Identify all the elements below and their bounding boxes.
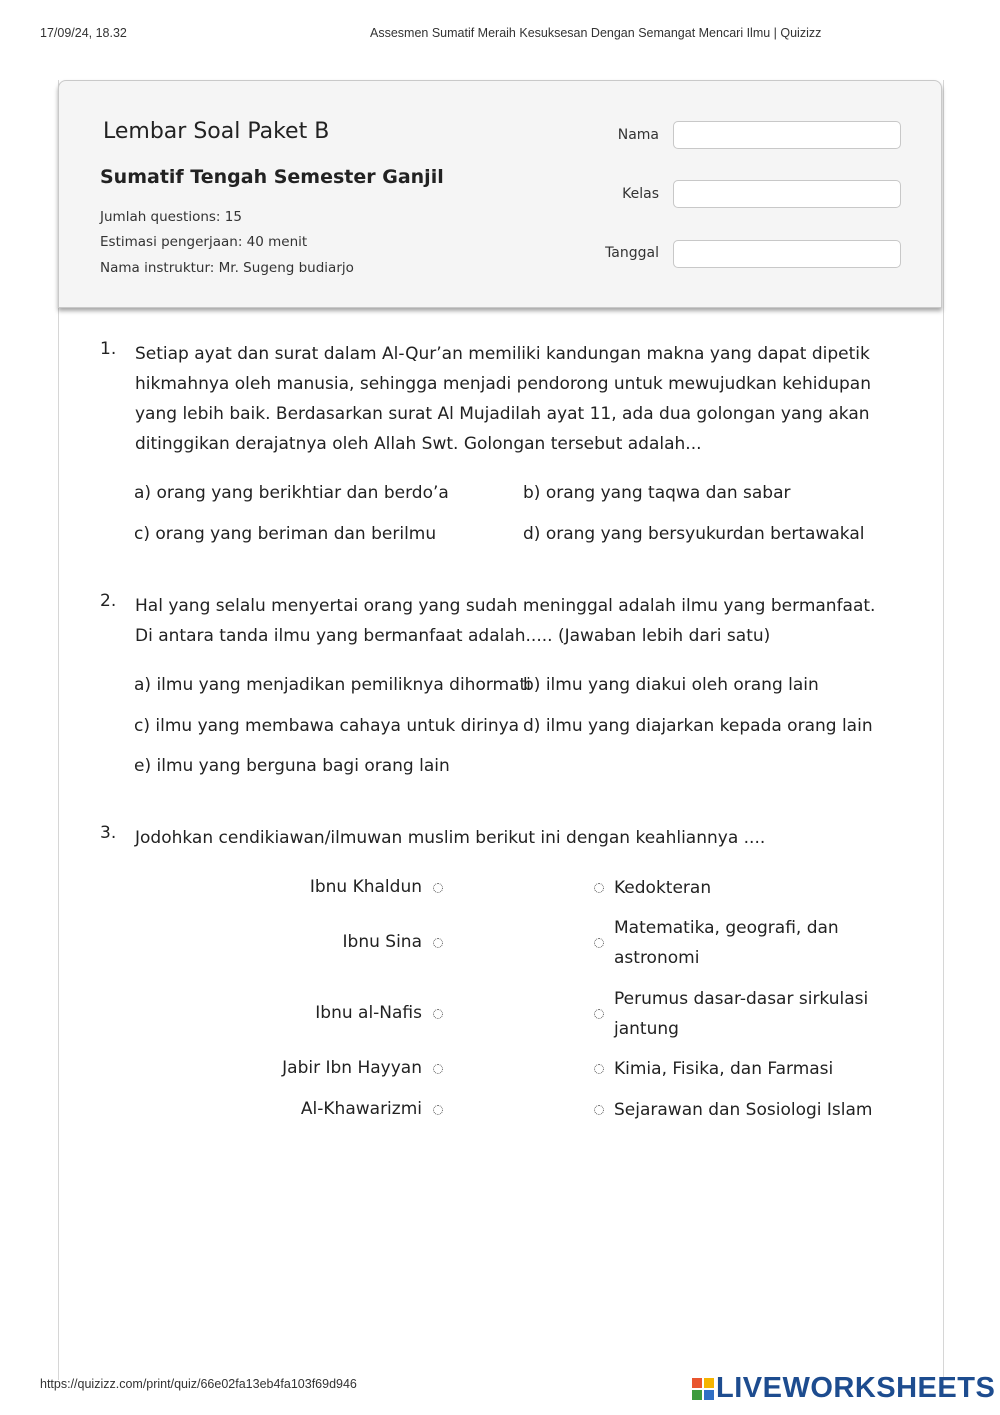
question-text: Jodohkan cendikiawan/ilmuwan muslim berikut ini dengan keahliannya ....	[135, 828, 766, 848]
print-page-title: Assesmen Sumatif Meraih Kesuksesan Dengan Semangat Mencari Ilmu | Quizizz	[370, 26, 822, 40]
meta-question-count: Jumlah questions: 15	[100, 209, 242, 225]
name-field[interactable]	[673, 121, 901, 149]
match-dot-icon[interactable]	[594, 938, 604, 948]
footer-url: https://quizizz.com/print/quiz/66e02fa13eb4fa103f69d946	[40, 1377, 357, 1391]
meta-estimated-time: Estimasi pengerjaan: 40 menit	[100, 234, 308, 250]
match-right-item: Sejarawan dan Sosiologi Islam	[614, 1100, 873, 1120]
meta-instructor: Nama instruktur: Mr. Sugeng budiarjo	[100, 260, 354, 276]
liveworksheets-brand: LIVEWORKSHEETS	[716, 1372, 996, 1404]
match-left-item: Ibnu al-Nafis	[315, 1003, 422, 1023]
question-text: Hal yang selalu menyertai orang yang sudah meninggal adalah ilmu yang bermanfaat. Di antara tanda ilmu yang bermanfaat adalah..... (Jawaban lebih dari satu)	[135, 596, 876, 646]
worksheet-subtitle: Sumatif Tengah Semester Ganjil	[100, 166, 444, 188]
q2-option-c[interactable]: c) ilmu yang membawa cahaya untuk dirinya	[134, 716, 520, 736]
q2-option-e[interactable]: e) ilmu yang berguna bagi orang lain	[134, 756, 450, 776]
match-left-item: Jabir Ibn Hayyan	[282, 1058, 422, 1078]
match-dot-icon[interactable]	[433, 883, 443, 893]
match-right-item: Perumus dasar-dasar sirkulasi jantung	[614, 989, 869, 1039]
question-number: 2.	[100, 591, 117, 611]
name-label: Nama	[617, 127, 659, 143]
worksheet-title: Lembar Soal Paket B	[103, 119, 330, 144]
match-dot-icon[interactable]	[433, 938, 443, 948]
match-left-item: Al-Khawarizmi	[300, 1099, 422, 1119]
match-dot-icon[interactable]	[594, 1009, 604, 1019]
match-dot-icon[interactable]	[433, 1064, 443, 1074]
match-right-item: Matematika, geografi, dan astronomi	[614, 918, 839, 968]
date-field[interactable]	[673, 240, 901, 268]
match-right-item: Kimia, Fisika, dan Farmasi	[614, 1059, 834, 1079]
match-right-item: Kedokteran	[614, 878, 712, 898]
match-dot-icon[interactable]	[433, 1009, 443, 1019]
q1-option-a[interactable]: a) orang yang berikhtiar dan berdo’a	[134, 483, 449, 503]
q2-option-a[interactable]: a) ilmu yang menjadikan pemiliknya dihormati	[134, 675, 531, 695]
q2-option-b[interactable]: b) ilmu yang diakui oleh orang lain	[523, 675, 819, 695]
match-dot-icon[interactable]	[594, 1105, 604, 1115]
match-dot-icon[interactable]	[594, 883, 604, 893]
class-label: Kelas	[622, 186, 659, 202]
liveworksheets-tiles-icon	[692, 1378, 714, 1400]
q2-option-d[interactable]: d) ilmu yang diajarkan kepada orang lain	[523, 716, 873, 736]
question-number: 3.	[100, 823, 117, 843]
match-left-item: Ibnu Sina	[342, 932, 422, 952]
match-dot-icon[interactable]	[594, 1064, 604, 1074]
question-number: 1.	[100, 339, 117, 359]
date-label: Tanggal	[605, 245, 659, 261]
print-datetime: 17/09/24, 18.32	[40, 26, 127, 40]
match-left-item: Ibnu Khaldun	[309, 877, 422, 897]
worksheet-header	[58, 80, 942, 308]
class-field[interactable]	[673, 180, 901, 208]
q1-option-d[interactable]: d) orang yang bersyukurdan bertawakal	[523, 524, 865, 544]
match-dot-icon[interactable]	[433, 1105, 443, 1115]
q1-option-b[interactable]: b) orang yang taqwa dan sabar	[523, 483, 791, 503]
question-text: Setiap ayat dan surat dalam Al-Qur’an memiliki kandungan makna yang dapat dipetik hikmahnya oleh manusia, sehingga menjadi pendorong untuk mewujudkan kehidupan yang lebih baik. Berdasarkan surat Al Mujadilah ayat 11, ada dua golongan yang akan ditinggikan derajatnya oleh Allah Swt. Golongan tersebut adalah...	[135, 344, 871, 454]
q1-option-c[interactable]: c) orang yang beriman dan berilmu	[134, 524, 437, 544]
